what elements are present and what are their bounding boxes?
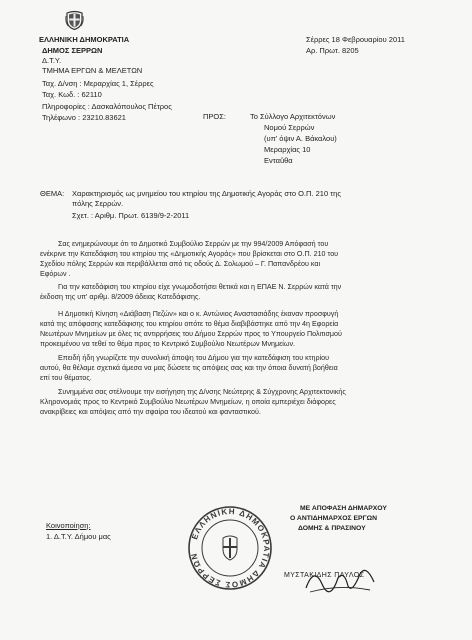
subject-label: ΘΕΜΑ: [40, 189, 65, 198]
body-line: έκδοση της υπ' αριθμ. 8/2009 άδειας Κατεδάφισης. [40, 293, 201, 301]
subject-line: πόλης Σερρών. [72, 199, 124, 208]
body-line: επί του θέματος. [40, 374, 92, 382]
signature-title-line: ΜΕ ΑΠΟΦΑΣΗ ΔΗΜΑΡΧΟΥ [300, 505, 387, 512]
letter-date: Σέρρες 18 Φεβρουαρίου 2011 [306, 35, 405, 44]
signatory-name: ΜΥΣΤΑΚΙΔΗΣ ΠΑΥΛΟΣ [284, 572, 365, 579]
signature-title-line: Ο ΑΝΤΙΔΗΜΑΡΧΟΣ ΕΡΓΩΝ [290, 515, 377, 522]
directorate-name: Δ.Τ.Υ. [42, 56, 62, 65]
recipient-line: Ενταûθα [264, 156, 293, 165]
official-stamp [187, 505, 273, 591]
country-name: ΕΛΛΗΝΙΚΗ ΔΗΜΟΚΡΑΤΙΑ [39, 35, 130, 44]
body-line: κατά της απόφασης κατεδάφισης του κτηρίου οπότε το θέμα διαβιβάστηκε από την 4η Εφορεία [40, 320, 339, 328]
protocol-number: Αρ. Πρωτ. 8205 [306, 46, 359, 55]
greek-coat-of-arms-icon [65, 10, 84, 30]
postal-address: Ταχ. Δ/νση : Μεραρχίας 1, Σέρρες [42, 79, 154, 88]
contact-phone: Τηλέφωνο : 23210.83621 [42, 113, 126, 122]
recipient-label: ΠΡΟΣ: [203, 112, 226, 121]
body-line: Εφόρων . [40, 270, 71, 278]
contact-person: Πληροφορίες : Δασκαλόπουλος Πέτρος [42, 102, 172, 111]
recipient-line: Μεραρχίας 10 [264, 145, 311, 154]
body-line: ανακρίβειες και απόψεις από την σφαίρα του ιδεατού και φανταστικού. [40, 408, 261, 416]
municipality-name: ΔΗΜΟΣ ΣΕΡΡΩΝ [42, 46, 103, 55]
body-line: αυτού, θα θέλαμε σχετικά άμεσα να μας δώσετε τις απόψεις σας και την όποια δυνατή βοήθεια [40, 364, 338, 372]
stamp-text: ΕΛΛΗΝΙΚΗ ΔΗΜΟΚΡΑΤΙΑ ΔΗΜΟΣ ΣΕΡΡΩΝ [189, 506, 272, 590]
body-line: Κληρονομιάς προς το Κεντρικό Συμβούλιο Νεωτέρων Μνημείων, η οποία εμπεριέχει διάφορες [40, 398, 336, 406]
handwritten-signature [300, 560, 380, 600]
postal-code: Ταχ. Κωδ. : 62110 [42, 90, 102, 99]
body-paragraph [40, 282, 432, 302]
body-line: Σας ενημερώνουμε ότι το Δημοτικό Συμβούλιο Σερρών με την 994/2009 Απόφασή του [58, 240, 329, 248]
body-line: ενέκρινε την Κατεδάφιση του κτηρίου της «Δημοτικής Αγοράς» που βρίσκεται στο Ο.Π. 210 του [40, 250, 339, 258]
body-line: Για την κατεδάφιση του κτηρίου είχε γνωμοδοτήσει θετικά και η ΕΠΑΕ Ν. Σερρών κατά την [58, 283, 342, 291]
notification-label: Κοινοποίηση: [46, 521, 91, 530]
body-paragraph [40, 353, 432, 383]
body-line: προκειμένου να τεθεί το θέμα προς το Κεντρικό Συμβούλιο Νεωτέρων Μνημείων. [40, 340, 296, 348]
recipient-line: Το Σύλλογο Αρχιτεκτόνων [250, 112, 336, 121]
body-line: Η Δημοτική Κίνηση «Διάβαση Πεζών» και ο κ. Αντώνιος Αναστασιάδης έκαναν προσφυγή [58, 310, 339, 318]
notification-item: 1. Δ.Τ.Υ. Δήμου μας [46, 532, 111, 541]
subject-reference: Σχετ. : Αριθμ. Πρωτ. 6139/9-2-2011 [72, 211, 190, 220]
body-line: Σχεδίου πόλης Σερρών και περιβάλλεται από τις οδούς Δ. Σολωμού – Γ. Παπανδρέου και [40, 260, 321, 268]
body-line: Συνημμένα σας στέλνουμε την εισήγηση της Δ/νσης Νεώτερης & Σύγχρονης Αρχιτεκτονικής [58, 388, 346, 396]
subject-line: Χαρακτηρισμός ως μνημείου του κτηρίου της Δημοτικής Αγοράς στο Ο.Π. 210 της [72, 189, 341, 198]
body-line: Νεωτέρων Μνημείων με όλες τις αντιρρήσεις του Δήμου Σερρών προς το Υπουργείο Πολιτισμού [40, 330, 342, 338]
body-paragraph [40, 387, 432, 417]
body-line: Επειδή ήδη γνωρίζετε την συνολική άποψη του Δήμου για την κατεδάφιση του κτηρίου [58, 354, 329, 362]
recipient-line: Νομού Σερρών [264, 123, 315, 132]
body-paragraph [40, 239, 432, 279]
recipient-line: (υπ' όψιν Α. Βάκαλου) [264, 134, 337, 143]
department-name: ΤΜΗΜΑ ΕΡΓΩΝ & ΜΕΛΕΤΩΝ [42, 66, 143, 75]
body-paragraph [40, 309, 432, 349]
signature-title-line: ΔΟΜΗΣ & ΠΡΑΣΙΝΟΥ [298, 525, 366, 532]
